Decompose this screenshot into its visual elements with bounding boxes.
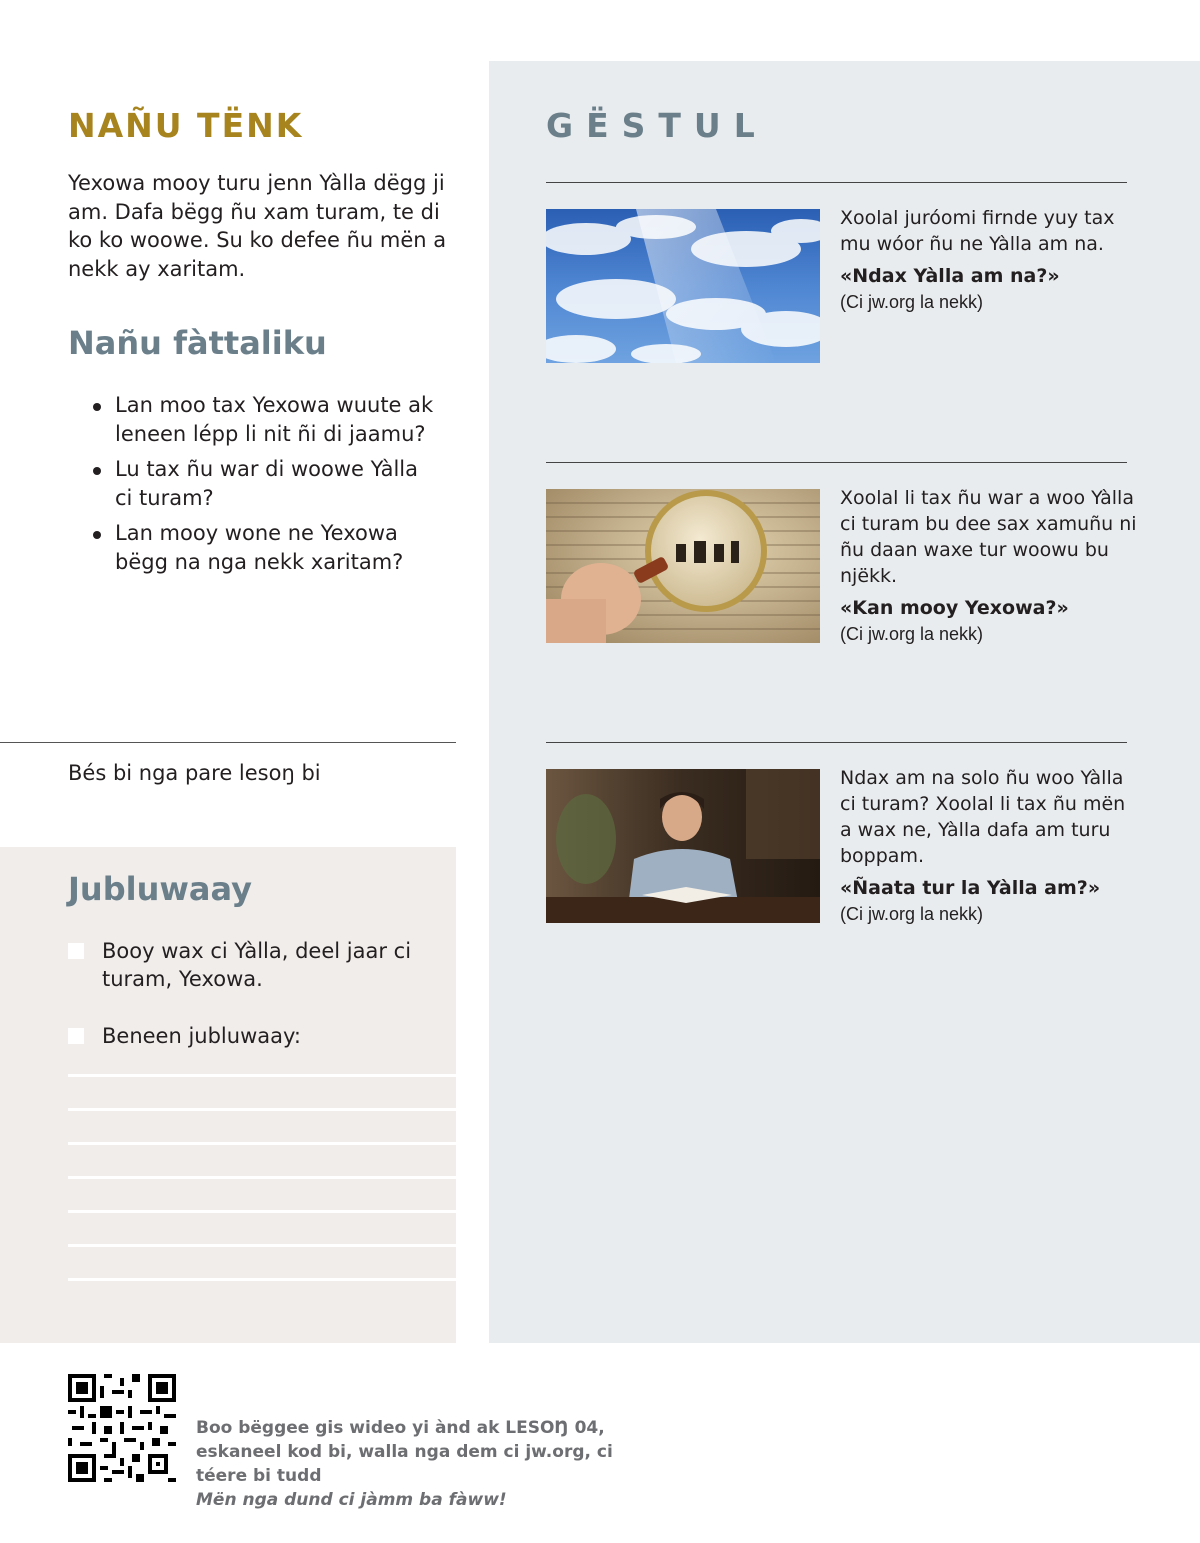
review-questions [92,391,437,583]
review-question: Lu tax ñu war di woowe Yàlla ci turam? [92,455,437,512]
write-line[interactable] [68,1176,456,1179]
goals-panel [0,847,456,1343]
explore-item [840,205,1140,315]
divider [546,182,1127,183]
write-line[interactable] [68,1142,456,1145]
link-note: (Ci jw.org la nekk) [840,904,984,924]
explore-title: GËSTUL [546,106,768,145]
footer-instruction: Boo bëggee gis wideo yi ànd ak LESOŊ 04, eskaneel kod bi, walla nga dem ci jw.org, ci téere bi tudd [196,1418,613,1486]
link-note: (Ci jw.org la nekk) [840,292,984,312]
explore-item [840,485,1140,647]
completion-date-label: Bés bi nga pare lesoŋ bi [68,761,321,785]
write-line[interactable] [68,1244,456,1247]
goal-item[interactable] [68,937,428,993]
footer-text [196,1416,666,1512]
article-link[interactable]: «Ñaata tur la Yàlla am?» [840,877,1101,899]
explore-description: Xoolal li tax ñu war a woo Yàlla ci turam bu dee sax xamuñu ni ñu daan waxe tur woowu bu njëkk. [840,487,1137,587]
review-question: Lan mooy wone ne Yexowa bëgg na nga nekk xaritam? [92,519,437,576]
divider [546,462,1127,463]
article-link[interactable]: «Kan mooy Yexowa?» [840,597,1069,619]
goal-item[interactable] [68,1022,428,1050]
article-link[interactable]: «Ndax Yàlla am na?» [840,265,1060,287]
divider [546,742,1127,743]
qr-code[interactable] [68,1374,176,1482]
write-line[interactable] [68,1074,456,1077]
checkbox[interactable] [68,943,84,959]
goals-title: Jubluwaay [68,870,252,908]
write-line[interactable] [68,1108,456,1111]
goal-text: Beneen jubluwaay: [102,1024,301,1048]
explore-item [840,765,1140,927]
review-question: Lan moo tax Yexowa wuute ak leneen lépp li nit ñi di jaamu? [92,391,437,448]
link-note: (Ci jw.org la nekk) [840,624,984,644]
review-title: Nañu fàttaliku [68,324,327,362]
man-reading-image [546,769,820,923]
sky-clouds-image [546,209,820,363]
divider [0,742,456,743]
checkbox[interactable] [68,1028,84,1044]
explore-description: Xoolal juróomi firnde yuy tax mu wóor ñu ne Yàlla am na. [840,207,1115,255]
magnifying-glass-image [546,489,820,643]
book-title: Mën nga dund ci jàmm ba fàww! [196,1490,507,1510]
summary-text: Yexowa mooy turu jenn Yàlla dëgg ji am. Dafa bëgg ñu xam turam, te di ko ko woowe. Su ko defee ñu mën a nekk ay xaritam. [68,171,447,281]
write-line[interactable] [68,1278,456,1281]
summary-title: NAÑU TËNK [68,106,304,145]
explore-description: Ndax am na solo ñu woo Yàlla ci turam? Xoolal li tax ñu mën a wax ne, Yàlla dafa am turu boppam. [840,767,1126,867]
write-line[interactable] [68,1210,456,1213]
goal-text: Booy wax ci Yàlla, deel jaar ci turam, Yexowa. [102,939,412,991]
